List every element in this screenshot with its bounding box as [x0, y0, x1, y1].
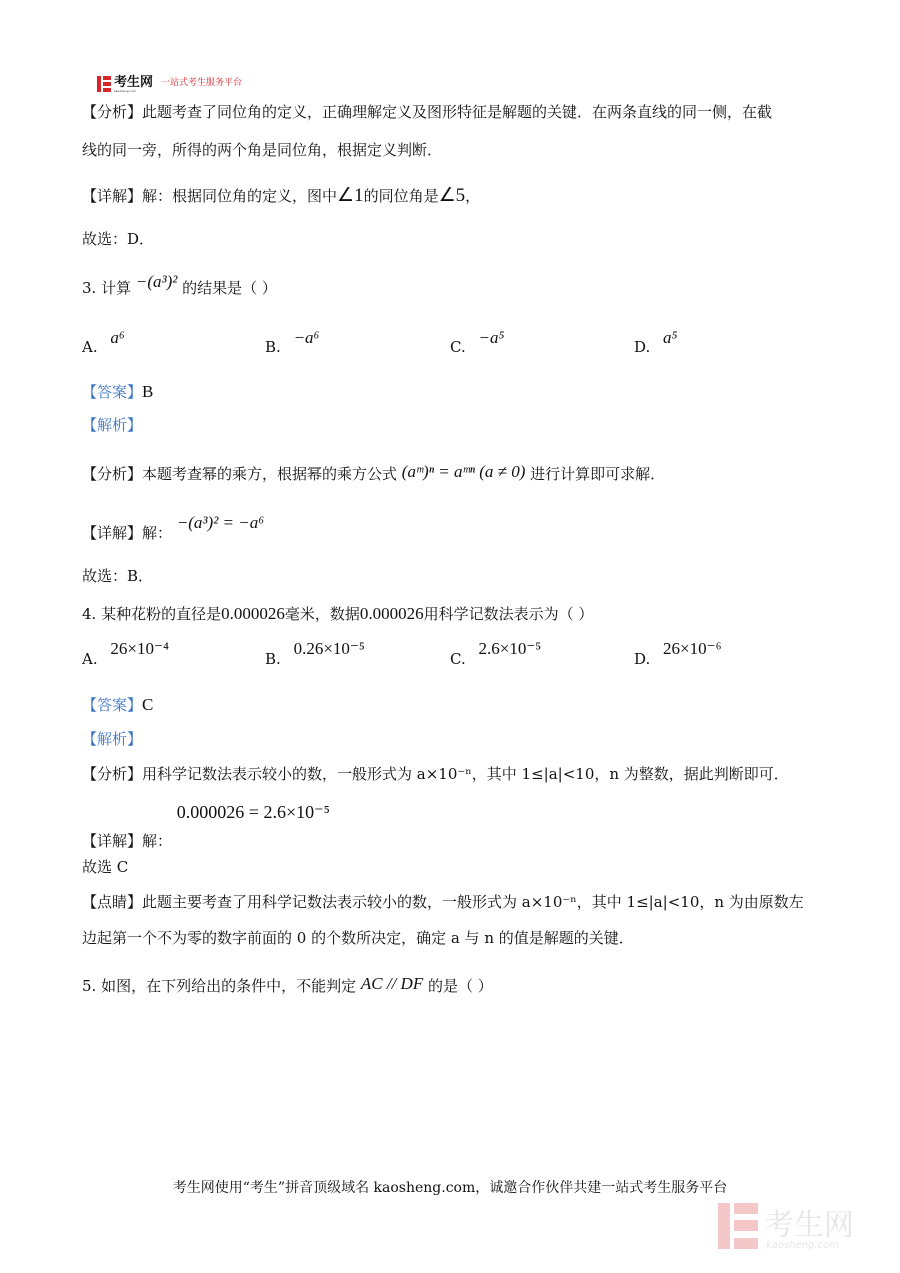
logo-text: 考生网	[114, 75, 154, 90]
q2-detail-suffix: ，	[465, 187, 481, 205]
q4-stem-prefix: 4. 某种花粉的直径是	[82, 605, 222, 623]
q4-option-c	[450, 639, 542, 668]
q3-option-d	[634, 328, 678, 356]
option-expr: a⁶	[110, 328, 125, 347]
q3-option-b	[265, 328, 320, 356]
option-expr: 26×10⁻⁶	[663, 639, 722, 658]
q3-detail	[82, 513, 265, 542]
watermark-logo-icon	[718, 1203, 758, 1249]
option-expr: 2.6×10⁻⁵	[478, 639, 542, 658]
option-expr: −a⁶	[293, 328, 320, 347]
q3-stem-expr: −(a³)²	[135, 272, 178, 291]
option-expr: −a⁵	[478, 328, 505, 347]
q5-stem-prefix: 5. 如图，在下列给出的条件中，不能判定	[82, 977, 357, 995]
q4-detail-expr: 0.000026 = 2.6×10⁻⁵	[176, 802, 330, 822]
q3-analysis-prefix: 【分析】本题考查幂的乘方，根据幂的乘方公式	[82, 465, 398, 483]
answer-tag: 【答案】	[82, 696, 143, 714]
option-expr: 26×10⁻⁴	[110, 639, 169, 658]
q2-detail-prefix: 【详解】解：根据同位角的定义，图中	[82, 187, 338, 205]
q5-stem	[82, 974, 493, 995]
q4-option-a	[82, 639, 169, 668]
q4-comment-line1: 【点睛】此题主要考查了用科学记数法表示较小的数，一般形式为 a×10⁻ⁿ，其中 1≤|a|<10，n 为由原数左	[82, 893, 804, 911]
q4-choice: 故选 C	[82, 858, 129, 876]
q5-stem-expr: AC // DF	[360, 974, 424, 993]
q4-detail	[82, 802, 330, 850]
option-label: B.	[265, 338, 281, 356]
site-logo	[97, 74, 242, 93]
q3-detail-expr: −(a³)² = −a⁶	[176, 513, 265, 532]
q2-detail	[82, 186, 480, 205]
q3-option-a	[82, 328, 125, 356]
q2-angle-5: ∠5	[438, 185, 466, 206]
q3-stem-prefix: 3. 计算	[82, 279, 132, 297]
q3-stem-suffix: 的结果是（ ）	[182, 279, 277, 297]
q4-detail-prefix: 【详解】解：	[82, 832, 173, 850]
q2-detail-mid: 的同位角是	[363, 187, 439, 205]
option-label: D.	[634, 338, 651, 356]
q2-angle-1: ∠1	[337, 185, 364, 206]
option-label: A.	[82, 650, 98, 668]
q4-stem	[82, 605, 593, 622]
q4-option-b	[265, 639, 365, 668]
page-footer: 考生网使用“考生”拼音顶级域名 kaosheng.com，诚邀合作伙伴共建一站式考生服务平台	[172, 1180, 728, 1196]
q3-stem	[82, 272, 277, 297]
option-label: C.	[450, 650, 466, 668]
q3-answer	[82, 383, 153, 400]
q3-option-c	[450, 328, 505, 356]
q2-choice: 故选：D．	[82, 230, 155, 248]
option-expr: a⁵	[663, 328, 678, 347]
q4-stem-suffix: 用科学记数法表示为（ ）	[423, 605, 594, 623]
option-expr: 0.26×10⁻⁵	[293, 639, 365, 658]
q4-stem-num2: 0.000026	[359, 604, 424, 623]
watermark-text: 考生网	[764, 1208, 854, 1243]
q4-stem-num1: 0.000026	[221, 604, 285, 623]
q3-choice: 故选：B．	[82, 567, 154, 585]
q2-analysis-line2: 线的同一旁，所得的两个角是同位角，根据定义判断．	[82, 141, 443, 159]
q3-analysis-suffix: 进行计算即可求解．	[530, 465, 666, 483]
answer-value: B	[142, 382, 154, 401]
option-label: A.	[82, 338, 98, 356]
answer-value: C	[142, 695, 154, 714]
q2-analysis-line1: 【分析】此题考查了同位角的定义，正确理解定义及图形特征是解题的关键．在两条直线的同一侧，在截	[82, 103, 773, 121]
option-label: B.	[265, 650, 281, 668]
watermark-logo	[718, 1203, 854, 1249]
q4-analysis: 【分析】用科学记数法表示较小的数，一般形式为 a×10⁻ⁿ，其中 1≤|a|<10，n 为整数，据此判断即可．	[82, 765, 789, 783]
option-label: D.	[634, 650, 651, 668]
q4-answer	[82, 696, 153, 713]
q3-detail-prefix: 【详解】解：	[82, 524, 173, 542]
q4-jiexi-tag: 【解析】	[82, 730, 143, 748]
watermark-subtext: kaosheng.com	[766, 1240, 839, 1251]
logo-icon	[97, 76, 111, 92]
q4-option-d	[634, 639, 722, 668]
option-label: C.	[450, 338, 466, 356]
q3-analysis	[82, 462, 666, 483]
q4-stem-mid: 毫米，数据	[284, 605, 360, 623]
header-slogan: 一站式考生服务平台	[161, 78, 243, 88]
logo-subtext: kaosheng.com	[114, 89, 136, 93]
q5-stem-suffix: 的是（ ）	[428, 977, 493, 995]
answer-tag: 【答案】	[82, 383, 143, 401]
q3-analysis-formula: (aᵐ)ⁿ = aᵐⁿ (a ≠ 0)	[401, 462, 526, 481]
q4-comment-line2: 边起第一个不为零的数字前面的 0 的个数所决定，确定 a 与 n 的值是解题的关键．	[82, 929, 634, 947]
q3-jiexi-tag: 【解析】	[82, 416, 143, 434]
